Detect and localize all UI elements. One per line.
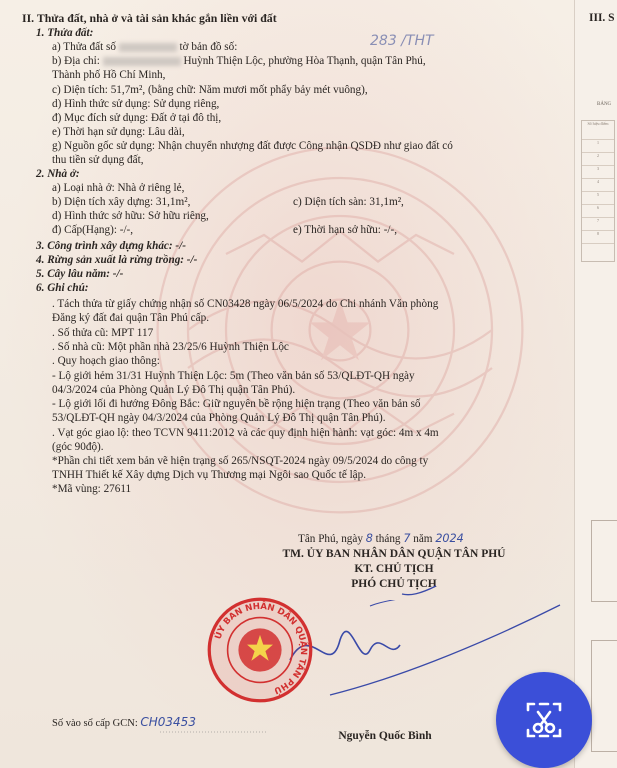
coordinates-table <box>581 120 615 262</box>
land-address-line <box>52 55 426 68</box>
land-address-value: Huỳnh Thiện Lộc, phường Hòa Thạnh, quận Tân Phú, <box>183 55 426 67</box>
right-box-upper <box>591 520 617 602</box>
note-line: . Quy hoạch giao thông: <box>52 355 160 367</box>
signature-underline-hook <box>400 584 440 598</box>
note-line: *Phần chi tiết xem bản vẽ hiện trạng số 265/NSQT-2024 ngày 09/5/2024 do công ty <box>52 455 429 467</box>
note-line: 53/QLĐT-QH ngày 04/3/2024 của Phòng Quản Lý Đô Thị quận Tân Phú). <box>52 412 386 424</box>
note-line: . Vạt góc giao lộ: theo TCVN 9411:2012 và các quy định hiện hành: vạt góc: 4m x 4m <box>52 427 439 439</box>
notes-title: 6. Ghi chú: <box>36 282 89 294</box>
handwritten-note: 283 /THT <box>370 33 434 49</box>
table-row: 2 <box>582 153 614 166</box>
table-header: Số hiệu điểm <box>582 121 614 140</box>
date-prefix: Tân Phú, ngày <box>298 533 363 545</box>
screenshot-crop-button[interactable] <box>496 672 592 768</box>
table-row: 6 <box>582 205 614 218</box>
signer-role: PHÓ CHỦ TỊCH <box>351 578 437 590</box>
redacted-parcel-number <box>119 43 177 52</box>
land-usage-term: e) Thời hạn sử dụng: Lâu dài, <box>52 126 185 138</box>
signer-capacity: KT. CHỦ TỊCH <box>354 563 434 575</box>
date-month: 7 <box>403 532 411 545</box>
registry-label: Số vào sổ cấp GCN: <box>52 718 138 729</box>
land-usage-form: d) Hình thức sử dụng: Sử dụng riêng, <box>52 98 220 110</box>
land-area: c) Diện tích: 51,7m², (bằng chữ: Năm mươi mốt phẩy bảy mét vuông), <box>52 84 368 96</box>
planted-forest: 4. Rừng sản xuất là rừng trồng: -/- <box>36 254 198 266</box>
house-floor-area: c) Diện tích sàn: 31,1m², <box>293 196 404 208</box>
registry-underline <box>160 728 270 736</box>
house-ownership-form: d) Hình thức sở hữu: Sở hữu riêng, <box>52 210 209 222</box>
date-month-label: tháng <box>375 533 401 545</box>
house-type: a) Loại nhà ở: Nhà ở riêng lẻ, <box>52 182 185 194</box>
table-row: 7 <box>582 218 614 231</box>
note-line: 04/3/2024 của Phòng Quản Lý Đô Thị quận Tân Phú). <box>52 384 296 396</box>
adjacent-page-strip <box>574 0 617 768</box>
table-row: 1 <box>582 140 614 153</box>
perennial-trees: 5. Cây lâu năm: -/- <box>36 268 124 280</box>
note-line: Đăng ký đất đai quận Tân Phú cấp. <box>52 312 210 324</box>
seal-text: ỦY BAN NHÂN DÂN QUẬN TÂN PHÚ <box>213 601 309 696</box>
table-row: 5 <box>582 192 614 205</box>
note-line: TNHH Thiết kế Xây dựng Dịch vụ Thương mại Ngôi sao Quốc tế lập. <box>52 469 367 481</box>
table-row: 3 <box>582 166 614 179</box>
signing-date <box>298 532 464 546</box>
land-address-city: Thành phố Hồ Chí Minh, <box>52 69 166 81</box>
other-structures: 3. Công trình xây dựng khác: -/- <box>36 240 186 252</box>
land-map-sheet-label: tờ bản đồ số: <box>179 41 238 53</box>
land-title: 1. Thửa đất: <box>36 27 94 39</box>
house-ownership-term: e) Thời hạn sở hữu: -/-, <box>293 224 398 236</box>
table-row: 8 <box>582 231 614 244</box>
registry-value: CH03453 <box>140 715 196 729</box>
issuing-authority: TM. ỦY BAN NHÂN DÂN QUẬN TÂN PHÚ <box>282 548 506 560</box>
land-origin-cont: thu tiền sử dụng đất, <box>52 154 144 166</box>
house-grade: đ) Cấp(Hạng): -/-, <box>52 224 134 236</box>
note-line: . Số nhà cũ: Một phần nhà 23/25/6 Huỳnh Thiện Lộc <box>52 341 289 353</box>
house-title: 2. Nhà ở: <box>36 168 80 180</box>
date-day: 8 <box>365 532 373 545</box>
note-line: . Tách thửa từ giấy chứng nhận số CN03428 ngày 06/5/2024 do Chi nhánh Văn phòng <box>52 298 439 310</box>
section-heading: II. Thửa đất, nhà ở và tài sản khác gắn liền với đất <box>22 11 277 25</box>
date-year-label: năm <box>413 533 433 545</box>
land-address-label: b) Địa chỉ: <box>52 55 100 67</box>
scissors-crop-icon <box>520 696 568 744</box>
note-line: - Lộ giới lối đi hướng Đông Bắc: Giữ nguyên bề rộng hiện trạng (Theo văn bản số <box>52 398 421 410</box>
note-line: - Lộ giới hẻm 31/31 Huỳnh Thiện Lộc: 5m (Theo văn bản số 53/QLĐT-QH ngày <box>52 370 415 382</box>
table-row: 4 <box>582 179 614 192</box>
redacted-address <box>103 57 181 66</box>
signer-name: Nguyễn Quốc Bình <box>338 730 432 742</box>
land-origin: g) Nguồn gốc sử dụng: Nhận chuyển nhượng đất được Công nhận QSDĐ như giao đất có <box>52 140 453 152</box>
official-red-seal <box>206 596 314 704</box>
note-line: (góc 90độ). <box>52 441 104 453</box>
right-box-lower <box>591 640 617 752</box>
table-label: BẢNG <box>597 102 612 107</box>
land-parcel-label: a) Thửa đất số <box>52 41 116 53</box>
section-3-heading: III. S <box>589 12 615 24</box>
house-build-area: b) Diện tích xây dựng: 31,1m², <box>52 196 191 208</box>
note-line: *Mã vùng: 27611 <box>52 483 132 495</box>
note-line: . Số thửa cũ: MPT 117 <box>52 327 154 339</box>
land-parcel-line <box>52 41 237 54</box>
date-year: 2024 <box>435 532 464 545</box>
land-usage-purpose: đ) Mục đích sử dụng: Đất ở tại đô thị, <box>52 112 222 124</box>
